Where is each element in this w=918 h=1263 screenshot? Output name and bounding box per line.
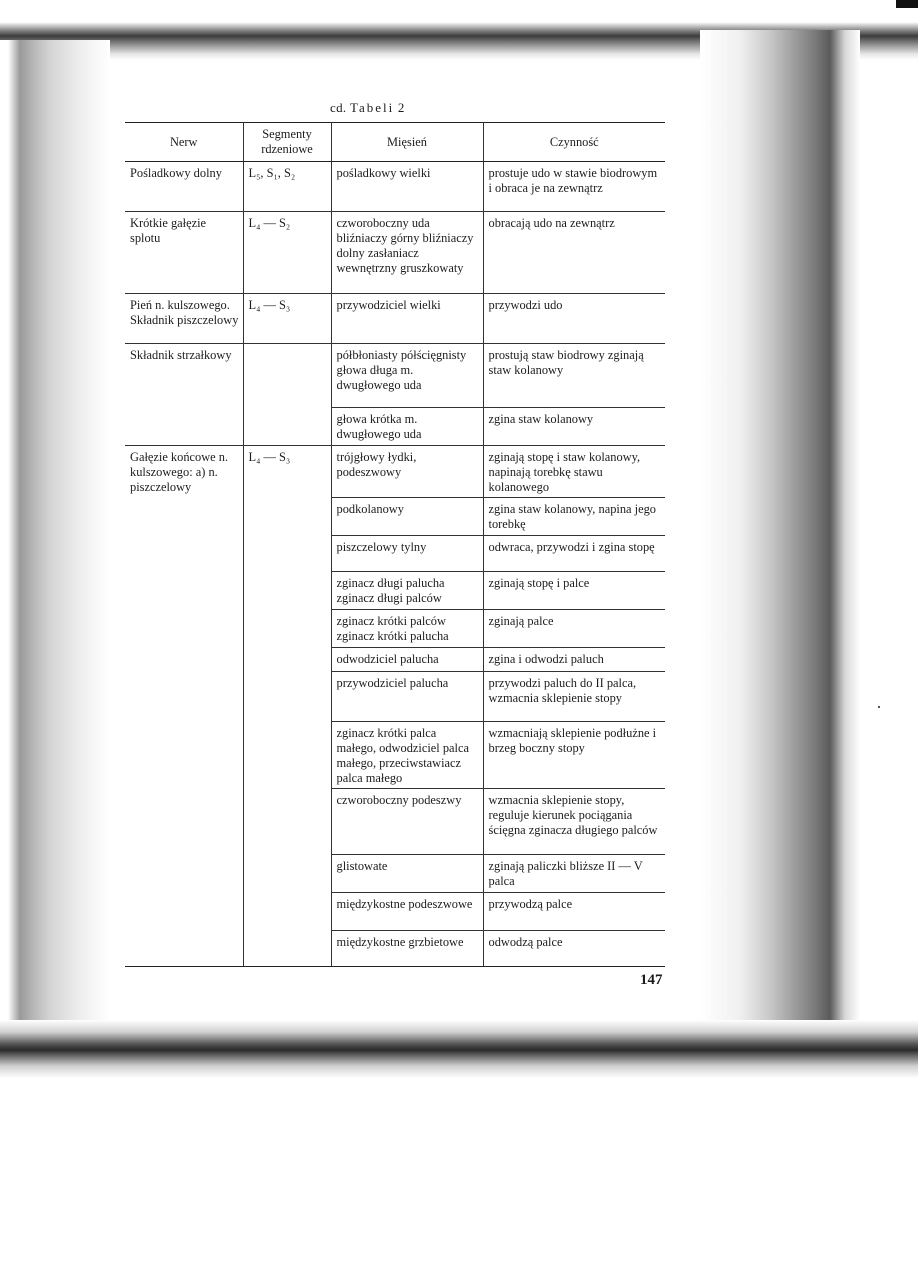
table-row	[125, 445, 665, 498]
cell-nerve	[125, 498, 243, 536]
scan-shadow-left	[0, 40, 110, 1040]
cell-segments: L₄ — S₃	[243, 294, 331, 344]
cell-segments	[243, 671, 331, 721]
table-row	[125, 647, 665, 671]
cell-action: prostuje udo w stawie biodrowym i obraca je na zewnątrz	[483, 162, 665, 212]
cell-action: zginają palce	[483, 610, 665, 648]
cell-muscle: piszczelowy tylny	[331, 536, 483, 572]
table-row	[125, 572, 665, 610]
caption-prefix: cd.	[330, 100, 347, 115]
cell-muscle: międzykostne podeszwowe	[331, 893, 483, 931]
page-number: 147	[640, 972, 663, 988]
cell-action: obracają udo na zewnątrz	[483, 212, 665, 294]
header-row	[125, 123, 665, 162]
cell-nerve: Krótkie gałęzie splotu	[125, 212, 243, 294]
cell-segments: L₅, S₁, S₂	[243, 162, 331, 212]
cell-segments	[243, 536, 331, 572]
scan-shadow-right	[700, 30, 860, 1050]
header-nerve: Nerw	[125, 123, 243, 162]
table-row	[125, 721, 665, 789]
cell-muscle: podkolanowy	[331, 498, 483, 536]
cell-nerve	[125, 610, 243, 648]
cell-muscle: zginacz krótki palców zginacz krótki palucha	[331, 610, 483, 648]
cell-nerve	[125, 536, 243, 572]
header-muscle: Mięsień	[331, 123, 483, 162]
muscle-table	[125, 122, 665, 967]
cell-action: zginają stopę i palce	[483, 572, 665, 610]
cell-nerve	[125, 408, 243, 446]
cell-segments	[243, 721, 331, 789]
cell-action: zgina i odwodzi paluch	[483, 647, 665, 671]
table-row	[125, 671, 665, 721]
cell-muscle: czworoboczny uda bliźniaczy górny bliźniaczy dolny zasłaniacz wewnętrzny gruszkowaty	[331, 212, 483, 294]
cell-nerve	[125, 893, 243, 931]
table-row	[125, 855, 665, 893]
scan-speck	[878, 706, 880, 708]
cell-segments	[243, 647, 331, 671]
cell-segments: L₄ — S₂	[243, 212, 331, 294]
cell-muscle: trójgłowy łydki, podeszwowy	[331, 445, 483, 498]
cell-action: zginają paliczki bliższe II — V palca	[483, 855, 665, 893]
table-row	[125, 931, 665, 967]
table-row	[125, 408, 665, 446]
table-caption	[330, 100, 490, 116]
caption-number: 2	[397, 100, 405, 115]
cell-muscle: przywodziciel wielki	[331, 294, 483, 344]
table-row	[125, 212, 665, 294]
table-row	[125, 162, 665, 212]
cell-nerve	[125, 721, 243, 789]
cell-segments	[243, 610, 331, 648]
cell-action: zgina staw kolanowy, napina jego torebkę	[483, 498, 665, 536]
cell-nerve	[125, 671, 243, 721]
table-row	[125, 498, 665, 536]
table-row	[125, 294, 665, 344]
caption-word: Tabeli	[349, 100, 395, 115]
cell-action: wzmacnia sklepienie stopy, reguluje kierunek pociągania ścięgna zginacza długiego palców	[483, 789, 665, 855]
cell-action: przywodzi udo	[483, 294, 665, 344]
table-row	[125, 610, 665, 648]
cell-segments	[243, 498, 331, 536]
cell-nerve	[125, 931, 243, 967]
header-segments: Segmenty rdzeniowe	[243, 123, 331, 162]
cell-muscle: pośladkowy wielki	[331, 162, 483, 212]
table-row	[125, 536, 665, 572]
cell-action: odwodzą palce	[483, 931, 665, 967]
cell-action: zgina staw kolanowy	[483, 408, 665, 446]
table-row	[125, 344, 665, 408]
cell-muscle: odwodziciel palucha	[331, 647, 483, 671]
cell-segments: L₄ — S₃	[243, 445, 331, 498]
cell-muscle: przywodziciel palucha	[331, 671, 483, 721]
cell-nerve: Gałęzie końcowe n. kulszowego: a) n. piszczelowy	[125, 445, 243, 498]
cell-muscle: zginacz długi palucha zginacz długi palców	[331, 572, 483, 610]
scan-corner-mark	[896, 0, 918, 8]
cell-segments	[243, 789, 331, 855]
cell-nerve	[125, 855, 243, 893]
cell-segments	[243, 855, 331, 893]
cell-action: prostują staw biodrowy zginają staw kolanowy	[483, 344, 665, 408]
cell-action: wzmacniają sklepienie podłużne i brzeg boczny stopy	[483, 721, 665, 789]
cell-action: przywodzą palce	[483, 893, 665, 931]
table-row	[125, 789, 665, 855]
cell-muscle: głowa krótka m. dwugłowego uda	[331, 408, 483, 446]
cell-action: przywodzi paluch do II palca, wzmacnia sklepienie stopy	[483, 671, 665, 721]
cell-nerve	[125, 647, 243, 671]
cell-muscle: półbłoniasty półścięgnisty głowa długa m. dwugłowego uda	[331, 344, 483, 408]
cell-segments	[243, 931, 331, 967]
cell-muscle: czworoboczny podeszwy	[331, 789, 483, 855]
cell-action: odwraca, przywodzi i zgina stopę	[483, 536, 665, 572]
cell-muscle: glistowate	[331, 855, 483, 893]
header-action: Czynność	[483, 123, 665, 162]
cell-nerve	[125, 789, 243, 855]
cell-muscle: międzykostne grzbietowe	[331, 931, 483, 967]
table-row	[125, 893, 665, 931]
cell-nerve: Pośladkowy dolny	[125, 162, 243, 212]
cell-segments	[243, 893, 331, 931]
cell-action: zginają stopę i staw kolanowy, napinają torebkę stawu kolanowego	[483, 445, 665, 498]
cell-segments	[243, 344, 331, 408]
cell-nerve	[125, 572, 243, 610]
cell-segments	[243, 572, 331, 610]
cell-segments	[243, 408, 331, 446]
cell-nerve: Składnik strzałkowy	[125, 344, 243, 408]
cell-nerve: Pień n. kulszowego. Składnik piszczelowy	[125, 294, 243, 344]
scan-shadow-bottom	[0, 1020, 918, 1080]
cell-muscle: zginacz krótki palca małego, odwodziciel palca małego, przeciwstawiacz palca małego	[331, 721, 483, 789]
